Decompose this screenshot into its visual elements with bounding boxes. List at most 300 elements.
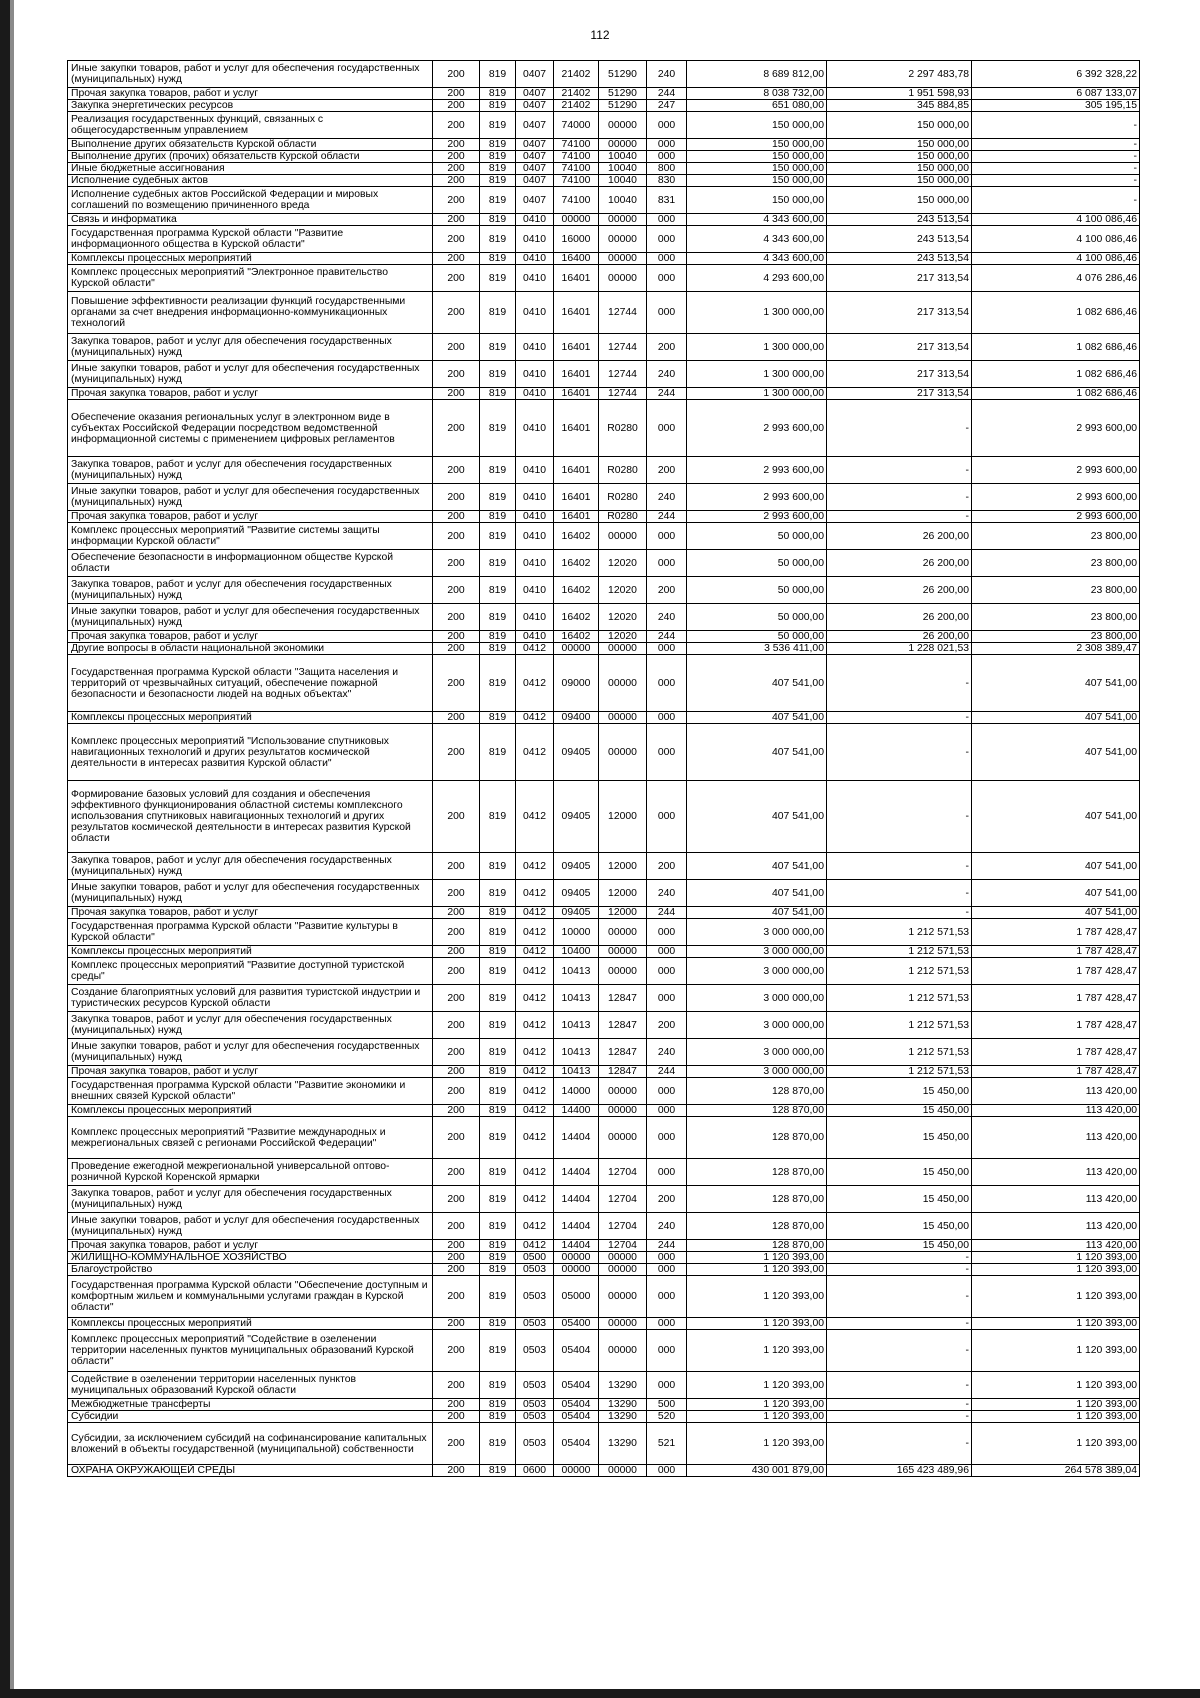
cell-plan: 3 000 000,00 [687,985,827,1012]
cell-cs2: 00000 [599,946,647,958]
cell-rz: 0412 [516,1240,554,1252]
table-row [68,1039,1140,1066]
cell-fact: 2 297 483,78 [827,61,972,88]
cell-plan: 128 870,00 [687,1159,827,1186]
cell-name: Иные закупки товаров, работ и услуг для обеспечения государственных (муниципальных) нужд [68,61,433,88]
cell-cs2: 00000 [599,1276,647,1318]
cell-grbs: 819 [480,1465,516,1477]
table-row [68,1465,1140,1477]
cell-vr: 000 [647,550,687,577]
cell-vr: 800 [647,163,687,175]
cell-rz: 0407 [516,151,554,163]
cell-adm: 200 [433,187,480,214]
cell-plan: 150 000,00 [687,187,827,214]
cell-fact: 1 212 571,53 [827,919,972,946]
cell-rest: 1 120 393,00 [972,1372,1140,1399]
cell-fact: 1 212 571,53 [827,946,972,958]
cell-rest: 4 100 086,46 [972,226,1140,253]
cell-name: Другие вопросы в области национальной экономики [68,643,433,655]
cell-plan: 150 000,00 [687,139,827,151]
table-row [68,712,1140,724]
cell-name: ОХРАНА ОКРУЖАЮЩЕЙ СРЕДЫ [68,1465,433,1477]
cell-fact: 15 450,00 [827,1186,972,1213]
cell-grbs: 819 [480,1117,516,1159]
table-row [68,724,1140,781]
table-row [68,523,1140,550]
cell-rest: 23 800,00 [972,523,1140,550]
cell-vr: 000 [647,919,687,946]
cell-adm: 200 [433,1078,480,1105]
cell-grbs: 819 [480,880,516,907]
cell-cs2: 12744 [599,292,647,334]
cell-adm: 200 [433,1330,480,1372]
cell-vr: 200 [647,1186,687,1213]
cell-rz: 0412 [516,781,554,853]
cell-fact: - [827,1411,972,1423]
cell-name: Комплекс процессных мероприятий "Развитие международных и межрегиональных связей с регионами Российской Федерации" [68,1117,433,1159]
cell-plan: 430 001 879,00 [687,1465,827,1477]
cell-adm: 200 [433,1105,480,1117]
cell-rest: - [972,187,1140,214]
cell-rest: 4 100 086,46 [972,253,1140,265]
cell-rest: 1 120 393,00 [972,1399,1140,1411]
cell-cs2: R0280 [599,400,647,457]
cell-adm: 200 [433,1276,480,1318]
table-row [68,907,1140,919]
cell-grbs: 819 [480,139,516,151]
cell-plan: 407 541,00 [687,853,827,880]
cell-vr: 521 [647,1423,687,1465]
cell-rest: 1 120 393,00 [972,1264,1140,1276]
cell-adm: 200 [433,523,480,550]
cell-rest: 2 993 600,00 [972,484,1140,511]
cell-cs2: 12847 [599,1039,647,1066]
cell-cs1: 09405 [554,781,599,853]
cell-cs1: 21402 [554,88,599,100]
cell-grbs: 819 [480,88,516,100]
cell-grbs: 819 [480,604,516,631]
table-row [68,781,1140,853]
cell-vr: 244 [647,388,687,400]
table-row [68,1318,1140,1330]
cell-cs2: 12000 [599,907,647,919]
cell-rz: 0410 [516,484,554,511]
cell-rest: 1 082 686,46 [972,388,1140,400]
table-row [68,1276,1140,1318]
cell-cs1: 14404 [554,1159,599,1186]
cell-rz: 0410 [516,400,554,457]
cell-rz: 0407 [516,100,554,112]
cell-vr: 200 [647,457,687,484]
table-row [68,577,1140,604]
cell-rest: 6 392 328,22 [972,61,1140,88]
cell-adm: 200 [433,100,480,112]
table-row [68,604,1140,631]
cell-rest: 113 420,00 [972,1117,1140,1159]
table-row [68,163,1140,175]
cell-grbs: 819 [480,1411,516,1423]
cell-fact: 150 000,00 [827,187,972,214]
cell-cs1: 16401 [554,457,599,484]
cell-name: Комплекс процессных мероприятий "Содействие в озеленении территории населенных пунктов муниципальных образований Курской области" [68,1330,433,1372]
table-row [68,151,1140,163]
table-row [68,655,1140,712]
cell-grbs: 819 [480,292,516,334]
cell-grbs: 819 [480,100,516,112]
cell-fact: - [827,1276,972,1318]
cell-cs2: 12020 [599,631,647,643]
cell-rest: 1 787 428,47 [972,1039,1140,1066]
cell-cs1: 16402 [554,523,599,550]
cell-name: Иные закупки товаров, работ и услуг для обеспечения государственных (муниципальных) нужд [68,604,433,631]
cell-adm: 200 [433,163,480,175]
cell-rz: 0410 [516,253,554,265]
cell-vr: 200 [647,1012,687,1039]
cell-cs2: 12020 [599,577,647,604]
cell-fact: - [827,724,972,781]
cell-cs1: 14404 [554,1213,599,1240]
cell-rz: 0412 [516,1078,554,1105]
cell-plan: 50 000,00 [687,577,827,604]
cell-rest: 4 076 286,46 [972,265,1140,292]
cell-cs1: 16401 [554,334,599,361]
cell-fact: - [827,1399,972,1411]
cell-rz: 0412 [516,724,554,781]
cell-grbs: 819 [480,1252,516,1264]
table-row [68,226,1140,253]
cell-rest: 1 787 428,47 [972,919,1140,946]
cell-name: Комплексы процессных мероприятий [68,1105,433,1117]
table-row [68,1372,1140,1399]
cell-plan: 3 000 000,00 [687,1066,827,1078]
cell-cs1: 00000 [554,1465,599,1477]
cell-fact: 150 000,00 [827,151,972,163]
cell-name: Благоустройство [68,1264,433,1276]
cell-adm: 200 [433,1264,480,1276]
cell-cs1: 10413 [554,985,599,1012]
table-row [68,1240,1140,1252]
cell-cs1: 09405 [554,724,599,781]
cell-name: Создание благоприятных условий для развития туристской индустрии и туристических ресурсов Курской области [68,985,433,1012]
cell-grbs: 819 [480,919,516,946]
cell-grbs: 819 [480,1186,516,1213]
cell-fact: 1 212 571,53 [827,1012,972,1039]
cell-plan: 1 300 000,00 [687,361,827,388]
cell-adm: 200 [433,655,480,712]
cell-rest: 113 420,00 [972,1159,1140,1186]
cell-adm: 200 [433,265,480,292]
cell-vr: 000 [647,1264,687,1276]
cell-adm: 200 [433,139,480,151]
cell-cs1: 16401 [554,388,599,400]
cell-rest: 1 120 393,00 [972,1252,1140,1264]
cell-plan: 50 000,00 [687,604,827,631]
cell-plan: 128 870,00 [687,1078,827,1105]
cell-name: Прочая закупка товаров, работ и услуг [68,907,433,919]
cell-name: Иные бюджетные ассигнования [68,163,433,175]
cell-rest: 1 787 428,47 [972,1012,1140,1039]
cell-cs2: 12704 [599,1213,647,1240]
cell-plan: 1 120 393,00 [687,1330,827,1372]
table-row [68,112,1140,139]
cell-grbs: 819 [480,112,516,139]
cell-cs1: 16402 [554,577,599,604]
cell-grbs: 819 [480,1213,516,1240]
cell-adm: 200 [433,577,480,604]
cell-cs1: 16401 [554,292,599,334]
cell-name: Исполнение судебных актов [68,175,433,187]
cell-vr: 000 [647,292,687,334]
table-row [68,919,1140,946]
cell-rz: 0410 [516,523,554,550]
table-row [68,1411,1140,1423]
cell-rz: 0412 [516,1159,554,1186]
cell-rest: 1 120 393,00 [972,1423,1140,1465]
cell-cs1: 14400 [554,1105,599,1117]
cell-adm: 200 [433,724,480,781]
cell-vr: 244 [647,88,687,100]
cell-plan: 4 343 600,00 [687,253,827,265]
cell-vr: 520 [647,1411,687,1423]
cell-cs2: 00000 [599,1465,647,1477]
cell-rest: 1 787 428,47 [972,985,1140,1012]
table-row [68,1252,1140,1264]
table-row [68,388,1140,400]
cell-adm: 200 [433,1318,480,1330]
cell-name: Иные закупки товаров, работ и услуг для обеспечения государственных (муниципальных) нужд [68,361,433,388]
table-row [68,853,1140,880]
table-row [68,550,1140,577]
cell-rest: 23 800,00 [972,631,1140,643]
cell-rz: 0407 [516,139,554,151]
cell-plan: 407 541,00 [687,880,827,907]
cell-plan: 4 293 600,00 [687,265,827,292]
cell-rz: 0412 [516,985,554,1012]
cell-plan: 3 000 000,00 [687,1039,827,1066]
cell-adm: 200 [433,946,480,958]
cell-rest: 1 120 393,00 [972,1276,1140,1318]
cell-rz: 0412 [516,907,554,919]
cell-rz: 0503 [516,1264,554,1276]
cell-vr: 244 [647,511,687,523]
cell-adm: 200 [433,484,480,511]
cell-plan: 1 120 393,00 [687,1252,827,1264]
cell-adm: 200 [433,919,480,946]
cell-vr: 000 [647,1252,687,1264]
cell-plan: 150 000,00 [687,151,827,163]
cell-rest: 407 541,00 [972,853,1140,880]
cell-fact: 1 212 571,53 [827,985,972,1012]
cell-cs1: 09405 [554,880,599,907]
cell-fact: 1 212 571,53 [827,1066,972,1078]
cell-grbs: 819 [480,334,516,361]
cell-rz: 0410 [516,631,554,643]
cell-fact: 345 884,85 [827,100,972,112]
cell-rz: 0407 [516,61,554,88]
table-row [68,187,1140,214]
cell-rz: 0503 [516,1372,554,1399]
cell-vr: 000 [647,946,687,958]
cell-rz: 0412 [516,1012,554,1039]
cell-cs2: 00000 [599,958,647,985]
cell-rest: 305 195,15 [972,100,1140,112]
cell-grbs: 819 [480,1012,516,1039]
cell-cs2: 51290 [599,100,647,112]
cell-fact: 217 313,54 [827,334,972,361]
cell-cs2: 00000 [599,253,647,265]
cell-rz: 0410 [516,226,554,253]
cell-adm: 200 [433,334,480,361]
cell-cs2: 00000 [599,1330,647,1372]
cell-rest: 407 541,00 [972,724,1140,781]
cell-vr: 244 [647,1240,687,1252]
cell-vr: 831 [647,187,687,214]
cell-name: Межбюджетные трансферты [68,1399,433,1411]
cell-cs2: 12744 [599,361,647,388]
table-row [68,1012,1140,1039]
cell-adm: 200 [433,1423,480,1465]
table-row [68,175,1140,187]
cell-rz: 0600 [516,1465,554,1477]
cell-grbs: 819 [480,577,516,604]
cell-name: Обеспечение оказания региональных услуг в электронном виде в субъектах Российской Федерации посредством ведомственной информационной системы с применением цифровых регламентов [68,400,433,457]
cell-vr: 000 [647,214,687,226]
cell-fact: - [827,712,972,724]
cell-grbs: 819 [480,163,516,175]
cell-rest: 23 800,00 [972,577,1140,604]
cell-rest: - [972,151,1140,163]
cell-rz: 0412 [516,1105,554,1117]
cell-cs2: 00000 [599,523,647,550]
cell-rest: 6 087 133,07 [972,88,1140,100]
cell-grbs: 819 [480,214,516,226]
cell-adm: 200 [433,511,480,523]
page-number: 112 [590,28,610,42]
cell-rz: 0412 [516,1117,554,1159]
cell-cs2: 51290 [599,61,647,88]
table-row [68,1399,1140,1411]
cell-adm: 200 [433,643,480,655]
cell-fact: - [827,484,972,511]
cell-plan: 128 870,00 [687,1105,827,1117]
cell-grbs: 819 [480,175,516,187]
cell-name: Государственная программа Курской области "Развитие экономики и внешних связей Курской области" [68,1078,433,1105]
cell-plan: 150 000,00 [687,163,827,175]
cell-grbs: 819 [480,253,516,265]
cell-cs2: 00000 [599,1252,647,1264]
cell-grbs: 819 [480,781,516,853]
cell-fact: 26 200,00 [827,523,972,550]
cell-cs1: 16401 [554,400,599,457]
cell-plan: 4 343 600,00 [687,214,827,226]
cell-vr: 000 [647,151,687,163]
cell-cs1: 10413 [554,1039,599,1066]
cell-adm: 200 [433,1465,480,1477]
cell-fact: - [827,1372,972,1399]
scan-left-shadow [10,0,14,1698]
cell-cs1: 16402 [554,604,599,631]
table-row [68,631,1140,643]
cell-plan: 3 000 000,00 [687,946,827,958]
cell-rz: 0503 [516,1411,554,1423]
cell-cs1: 09400 [554,712,599,724]
cell-grbs: 819 [480,265,516,292]
cell-plan: 128 870,00 [687,1117,827,1159]
cell-rz: 0412 [516,643,554,655]
cell-grbs: 819 [480,61,516,88]
cell-adm: 200 [433,1213,480,1240]
cell-rz: 0503 [516,1276,554,1318]
cell-adm: 200 [433,880,480,907]
cell-rest: - [972,139,1140,151]
cell-cs1: 00000 [554,214,599,226]
cell-name: Иные закупки товаров, работ и услуг для обеспечения государственных (муниципальных) нужд [68,1213,433,1240]
cell-cs1: 05404 [554,1423,599,1465]
cell-cs2: 00000 [599,226,647,253]
cell-vr: 000 [647,265,687,292]
cell-rest: 1 787 428,47 [972,946,1140,958]
cell-grbs: 819 [480,643,516,655]
cell-rest: 113 420,00 [972,1078,1140,1105]
table-row [68,1213,1140,1240]
cell-fact: - [827,781,972,853]
scan-left-edge [0,0,10,1698]
cell-fact: 1 228 021,53 [827,643,972,655]
cell-cs2: 00000 [599,112,647,139]
cell-plan: 1 120 393,00 [687,1372,827,1399]
cell-plan: 50 000,00 [687,523,827,550]
cell-cs1: 74100 [554,187,599,214]
cell-rz: 0410 [516,265,554,292]
cell-cs1: 74100 [554,151,599,163]
cell-adm: 200 [433,361,480,388]
cell-rz: 0412 [516,1186,554,1213]
cell-cs2: 13290 [599,1423,647,1465]
cell-cs2: 00000 [599,1117,647,1159]
cell-grbs: 819 [480,712,516,724]
cell-cs2: 00000 [599,1105,647,1117]
cell-adm: 200 [433,253,480,265]
cell-vr: 000 [647,253,687,265]
cell-cs2: R0280 [599,511,647,523]
cell-cs2: 00000 [599,1078,647,1105]
cell-rz: 0503 [516,1318,554,1330]
cell-cs1: 16402 [554,550,599,577]
cell-cs2: 10040 [599,151,647,163]
cell-vr: 200 [647,853,687,880]
cell-name: Комплекс процессных мероприятий "Развитие доступной туристской среды" [68,958,433,985]
cell-rz: 0412 [516,1213,554,1240]
cell-adm: 200 [433,1411,480,1423]
cell-cs1: 74100 [554,139,599,151]
cell-rest: 1 120 393,00 [972,1411,1140,1423]
cell-vr: 240 [647,1039,687,1066]
cell-cs2: 12704 [599,1159,647,1186]
cell-rest: - [972,163,1140,175]
cell-rz: 0412 [516,712,554,724]
cell-plan: 50 000,00 [687,550,827,577]
cell-rest: 1 082 686,46 [972,334,1140,361]
cell-adm: 200 [433,1117,480,1159]
cell-name: Закупка товаров, работ и услуг для обеспечения государственных (муниципальных) нужд [68,334,433,361]
cell-cs2: 12000 [599,853,647,880]
cell-plan: 4 343 600,00 [687,226,827,253]
cell-name: Связь и информатика [68,214,433,226]
cell-rest: 113 420,00 [972,1186,1140,1213]
cell-name: Государственная программа Курской области "Развитие информационного общества в Курской области" [68,226,433,253]
cell-fact: - [827,457,972,484]
cell-fact: 243 513,54 [827,214,972,226]
